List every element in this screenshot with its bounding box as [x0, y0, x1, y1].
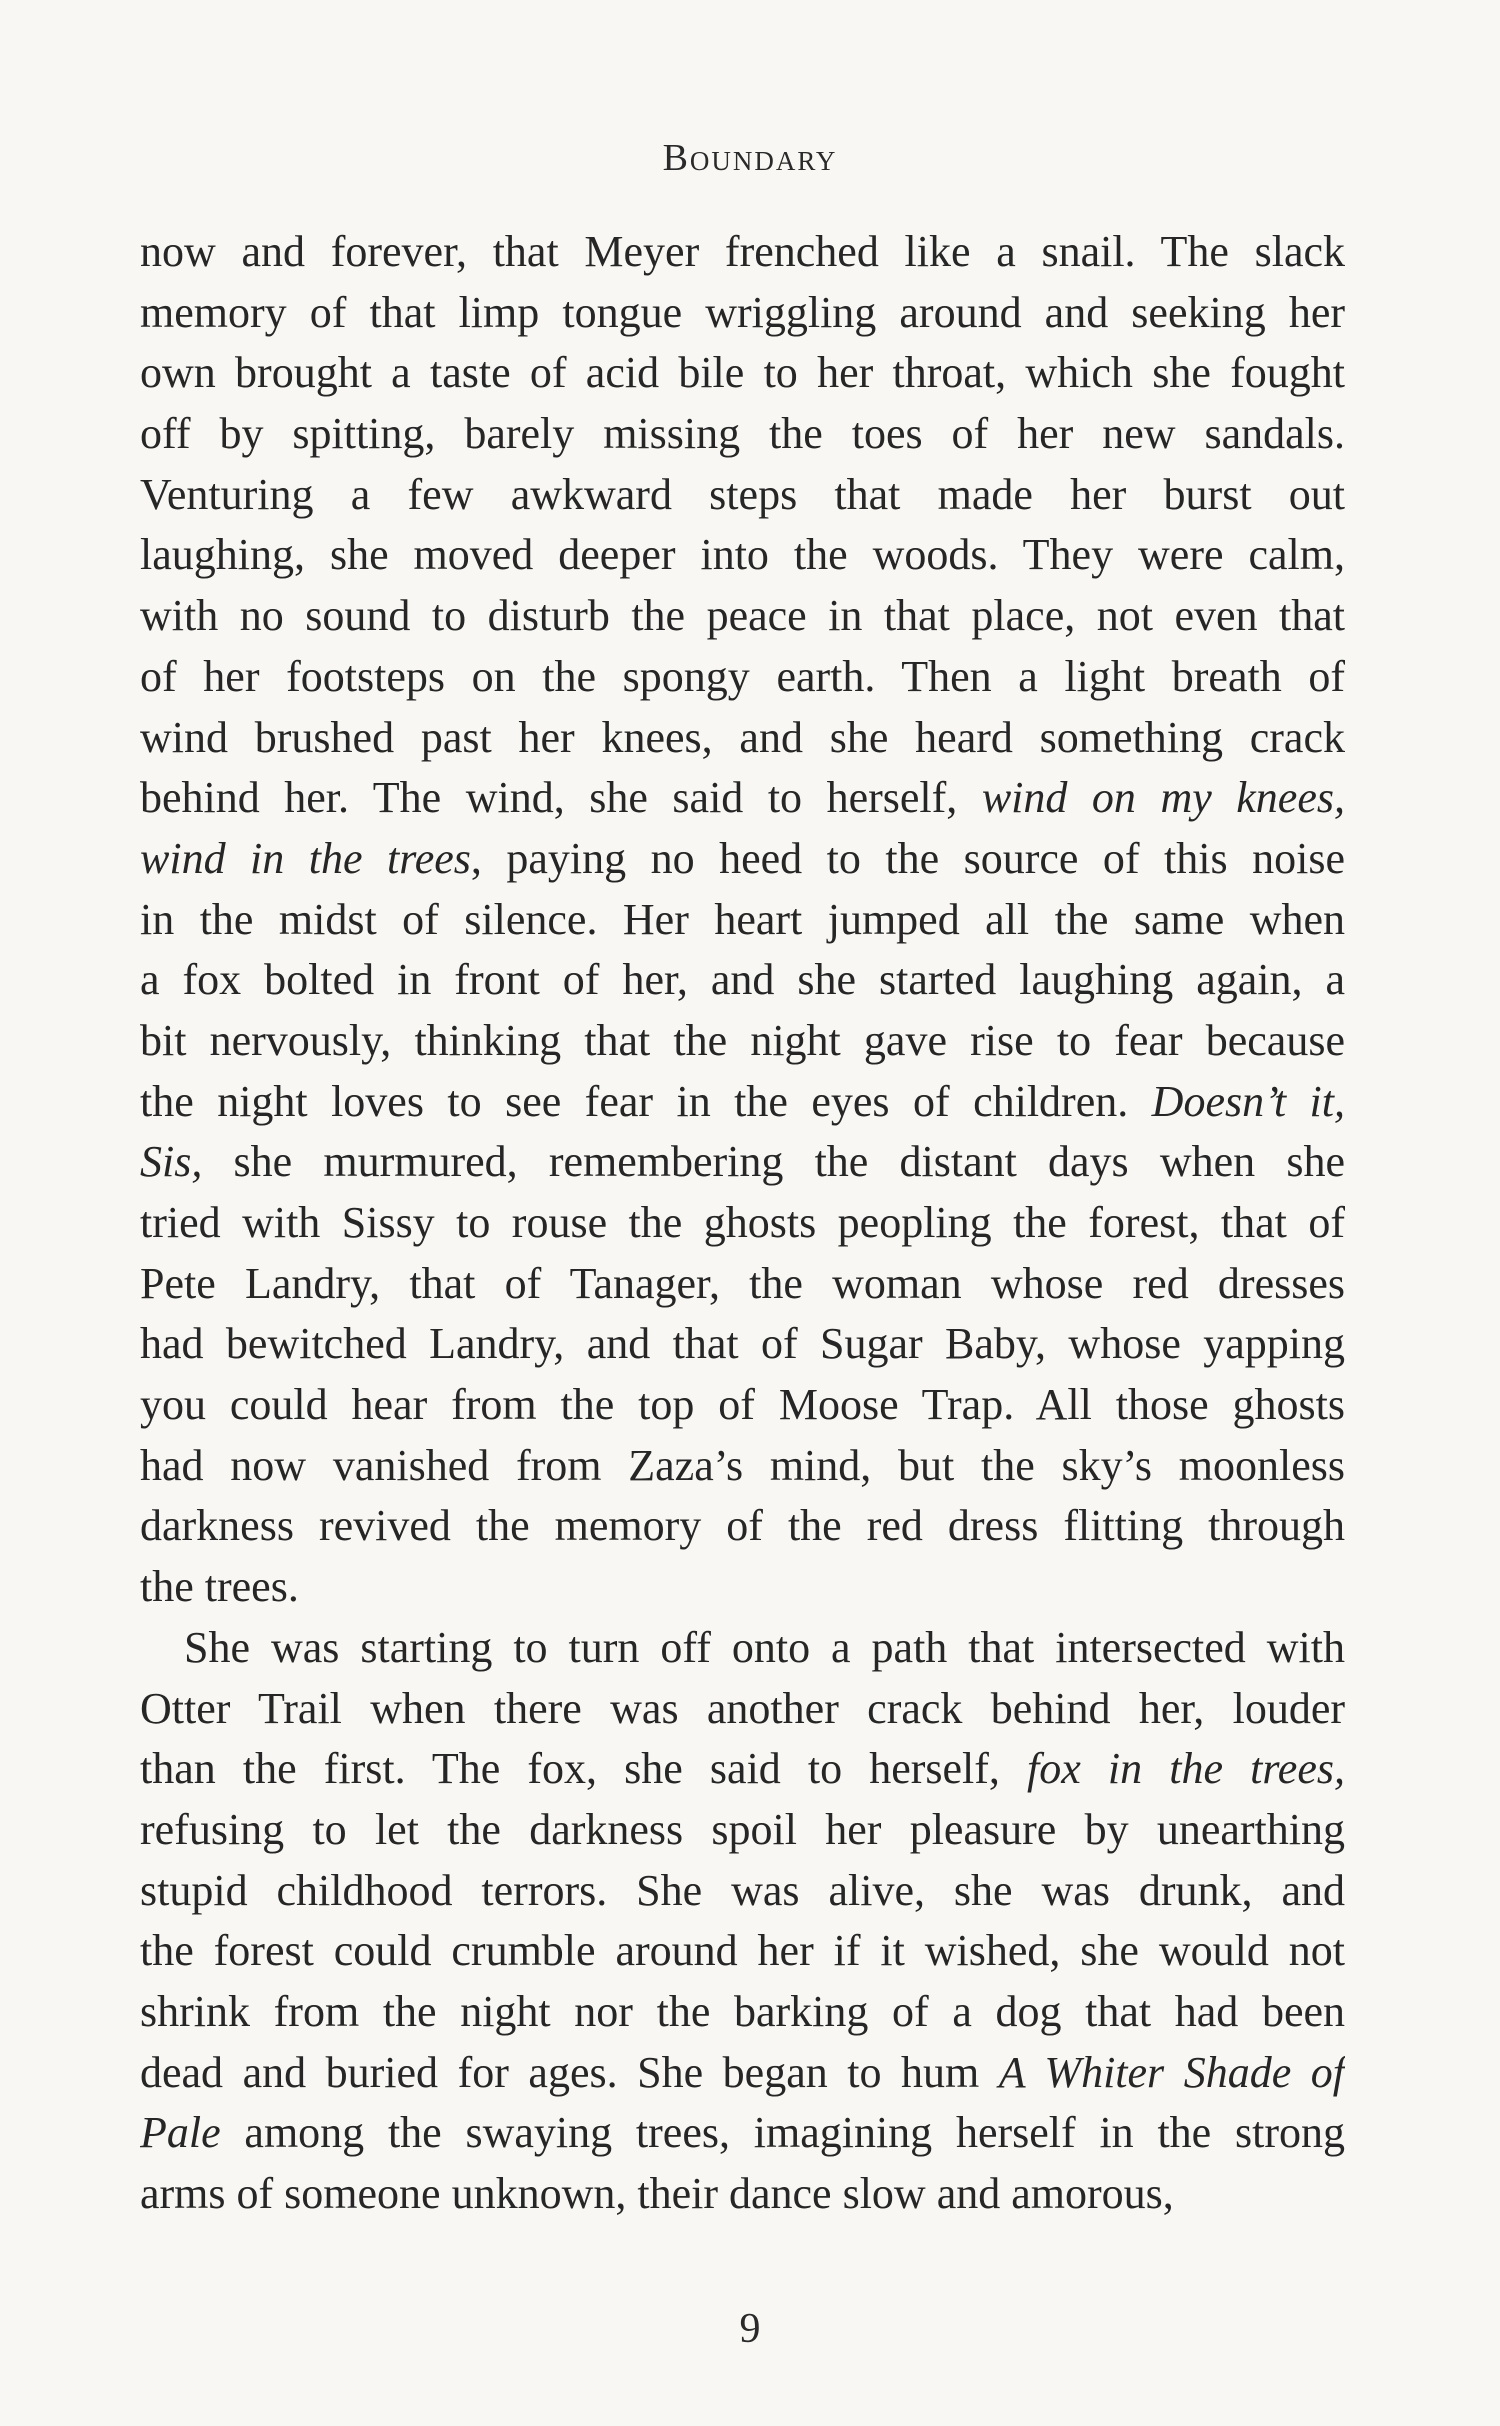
- text-run: Venturing a few awkward steps that made her burst out: [140, 469, 1345, 519]
- text-run: the trees.: [140, 1562, 299, 1612]
- text-run: off by spitting, barely missing the toes of her new sandals.: [140, 409, 1345, 459]
- italic-text: Doesn’t it,: [1151, 1076, 1345, 1126]
- italic-text: wind on my knees,: [981, 773, 1345, 823]
- body-text: [140, 222, 1345, 2225]
- text-line: [140, 1375, 1345, 1436]
- paragraph-2: [140, 1618, 1345, 2225]
- text-run: , paying no heed to the source of this noise: [470, 833, 1345, 883]
- text-run: the forest could crumble around her if it wished, she would not: [140, 1926, 1345, 1976]
- text-run: the night loves to see fear in the eyes of children.: [140, 1076, 1152, 1126]
- italic-text: Sis,: [140, 1137, 203, 1187]
- text-run: memory of that limp tongue wriggling around and seeking her: [140, 287, 1345, 337]
- text-run: wind brushed past her knees, and she heard something crack: [140, 712, 1345, 762]
- italic-text: wind in the trees: [140, 833, 471, 883]
- text-run: stupid childhood terrors. She was alive, she was drunk, and: [140, 1865, 1345, 1915]
- text-run: a fox bolted in front of her, and she started laughing again, a: [140, 955, 1345, 1005]
- text-line: [140, 950, 1345, 1011]
- text-line: [140, 404, 1345, 465]
- text-run: had bewitched Landry, and that of Sugar Baby, whose yapping: [140, 1319, 1345, 1369]
- text-line: [140, 1254, 1345, 1315]
- text-run: Otter Trail when there was another crack behind her, louder: [140, 1683, 1345, 1733]
- text-run: dead and buried for ages. She began to hum: [140, 2047, 999, 2097]
- text-run: refusing to let the darkness spoil her pleasure by unearthing: [140, 1804, 1345, 1854]
- text-line: [140, 586, 1345, 647]
- text-run: behind her. The wind, she said to herself,: [140, 773, 982, 823]
- text-line: [140, 1982, 1345, 2043]
- text-line: [140, 1921, 1345, 1982]
- text-run: arms of someone unknown, their dance slow and amorous,: [140, 2169, 1174, 2218]
- text-run: darkness revived the memory of the red dress flitting through: [140, 1501, 1345, 1551]
- text-run: you could hear from the top of Moose Trap. All those ghosts: [140, 1380, 1345, 1430]
- text-line: [140, 1557, 1345, 1618]
- text-run: shrink from the night nor the barking of a dog that had been: [140, 1986, 1345, 2036]
- text-line: [140, 768, 1345, 829]
- italic-text: fox in the trees,: [1027, 1744, 1345, 1794]
- text-run: among the swaying trees, imagining herself in the strong: [220, 2108, 1345, 2158]
- text-line: [140, 647, 1345, 708]
- text-line: [140, 1011, 1345, 1072]
- text-line: [140, 1800, 1345, 1861]
- text-line: [140, 1193, 1345, 1254]
- text-run: she murmured, remembering the distant days when she: [202, 1137, 1345, 1187]
- text-run: Pete Landry, that of Tanager, the woman whose red dresses: [140, 1258, 1345, 1308]
- text-line: [140, 525, 1345, 586]
- text-line: [140, 283, 1345, 344]
- text-line: [140, 222, 1345, 283]
- italic-text: A Whiter Shade of: [998, 2047, 1345, 2097]
- text-run: of her footsteps on the spongy earth. Then a light breath of: [140, 651, 1345, 701]
- text-run: own brought a taste of acid bile to her throat, which she fought: [140, 348, 1345, 398]
- text-run: She was starting to turn off onto a path that intersected with: [184, 1622, 1345, 1672]
- text-line: [140, 1314, 1345, 1375]
- text-run: tried with Sissy to rouse the ghosts peopling the forest, that of: [140, 1198, 1345, 1247]
- running-head: Boundary: [662, 137, 838, 179]
- text-line: [140, 343, 1345, 404]
- text-line: [140, 1739, 1345, 1800]
- text-run: in the midst of silence. Her heart jumped all the same when: [140, 894, 1345, 944]
- text-line: [140, 1496, 1345, 1557]
- text-run: than the first. The fox, she said to herself,: [140, 1744, 1028, 1794]
- text-line: [140, 1436, 1345, 1497]
- text-run: now and forever, that Meyer frenched like a snail. The slack: [140, 227, 1345, 276]
- text-run: had now vanished from Zaza’s mind, but the sky’s moonless: [140, 1440, 1345, 1490]
- text-line: [140, 1861, 1345, 1922]
- paragraph-1: [140, 222, 1345, 1618]
- page-number: 9: [739, 2306, 761, 2352]
- text-line: [140, 1618, 1345, 1679]
- text-line: [140, 465, 1345, 526]
- text-run: laughing, she moved deeper into the woods. They were calm,: [140, 530, 1345, 580]
- text-line: [140, 2164, 1345, 2225]
- text-line: [140, 1132, 1345, 1193]
- text-line: [140, 1679, 1345, 1740]
- text-line: [140, 2103, 1345, 2164]
- italic-text: Pale: [140, 2108, 221, 2158]
- text-run: with no sound to disturb the peace in that place, not even that: [140, 591, 1345, 641]
- text-run: bit nervously, thinking that the night gave rise to fear because: [140, 1015, 1345, 1065]
- text-line: [140, 708, 1345, 769]
- text-line: [140, 890, 1345, 951]
- text-line: [140, 1072, 1345, 1133]
- text-line: [140, 2043, 1345, 2104]
- text-line: [140, 829, 1345, 890]
